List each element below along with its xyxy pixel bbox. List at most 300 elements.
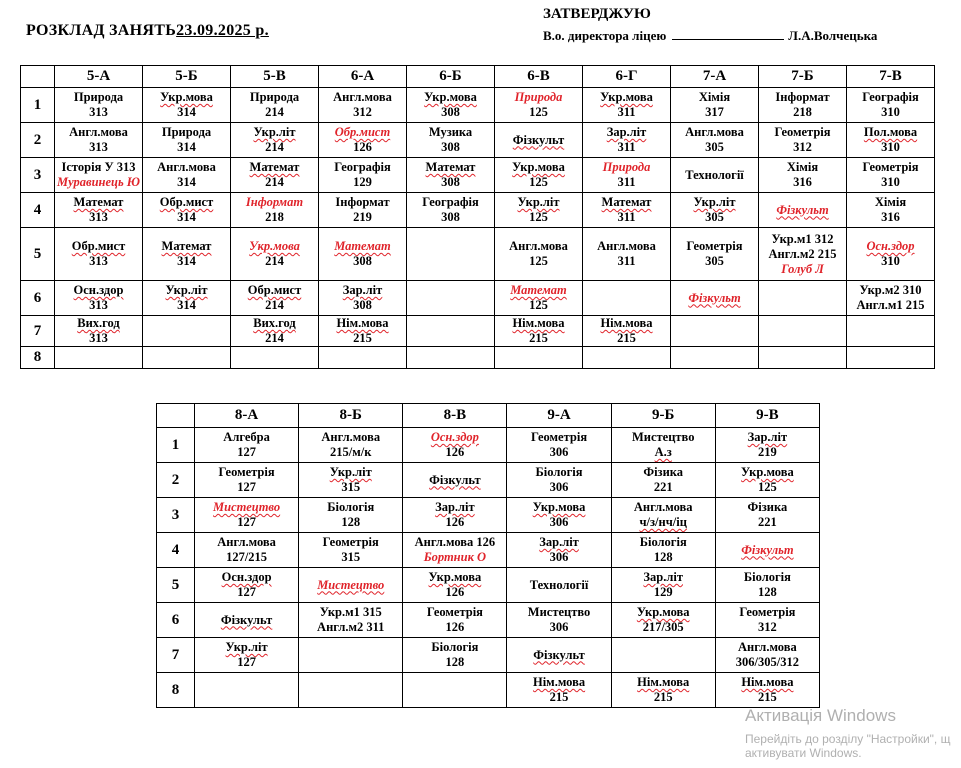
lesson-cell — [55, 316, 143, 347]
lesson-number: 1 — [157, 428, 195, 463]
lesson-cell — [403, 673, 507, 708]
room-text: 221 — [758, 515, 777, 529]
lesson-number: 1 — [21, 88, 55, 123]
room-text: 316 — [881, 210, 900, 224]
lesson-number: 2 — [157, 463, 195, 498]
lesson-row — [21, 193, 935, 228]
room-text: 312 — [793, 140, 812, 154]
lesson-cell — [611, 673, 715, 708]
room-text: 214 — [265, 140, 284, 154]
lesson-row — [21, 281, 935, 316]
room-text: 314 — [177, 254, 196, 268]
room-text: 314 — [177, 210, 196, 224]
lesson-cell — [299, 428, 403, 463]
room-text: 305 — [705, 140, 724, 154]
room-text: А.з — [654, 445, 672, 459]
lesson-cell — [715, 533, 819, 568]
lesson-cell — [715, 673, 819, 708]
lesson-number: 3 — [157, 498, 195, 533]
room-text: 125 — [529, 210, 548, 224]
lesson-row — [157, 533, 820, 568]
lesson-cell — [403, 603, 507, 638]
subject-text: Укр.літ — [253, 125, 296, 139]
room-text: 311 — [617, 105, 636, 119]
subject-text: Англ.мова — [321, 430, 381, 444]
lesson-cell — [195, 673, 299, 708]
room-text: Англ.м2 215 — [768, 246, 837, 261]
room-text: 127 — [237, 655, 256, 669]
lesson-cell — [759, 158, 847, 193]
class-header: 8-А — [195, 404, 299, 428]
lesson-cell — [495, 88, 583, 123]
room-text: 314 — [177, 298, 196, 312]
lesson-number: 4 — [157, 533, 195, 568]
lesson-number: 7 — [157, 638, 195, 673]
lesson-cell — [611, 533, 715, 568]
class-header: 9-А — [507, 404, 611, 428]
lesson-cell — [583, 316, 671, 347]
subject-text: Фізкульт — [688, 290, 741, 305]
lesson-cell — [583, 193, 671, 228]
lesson-number: 5 — [157, 568, 195, 603]
lesson-cell — [671, 123, 759, 158]
room-text: 313 — [89, 210, 108, 224]
room-text: 313 — [89, 331, 108, 345]
room-text: 305 — [705, 210, 724, 224]
room-text: 313 — [89, 105, 108, 119]
subject-text: Укр.м1 312 — [771, 231, 834, 246]
subject-text: Зар.літ — [342, 283, 383, 297]
room-text: 129 — [653, 585, 673, 599]
schedule-date: 23.09.2025 р. — [176, 22, 269, 39]
watermark-line1: Перейдіть до розділу "Настройки", щ — [745, 732, 951, 746]
lesson-cell — [759, 123, 847, 158]
approve-name: Л.А.Волчецька — [788, 28, 878, 43]
lesson-cell — [611, 603, 715, 638]
lesson-row — [21, 88, 935, 123]
lesson-row — [157, 498, 820, 533]
room-text: 306 — [549, 515, 569, 529]
subject-text: Технології — [529, 577, 589, 592]
subject-text: Обр.мист — [71, 239, 126, 253]
room-text: 126 — [445, 620, 465, 634]
room-text: 218 — [265, 210, 284, 224]
room-text: Муравинець Ю — [56, 175, 140, 189]
subject-text: Геометрія — [530, 430, 588, 444]
signature-blank — [672, 29, 784, 40]
lesson-number: 6 — [157, 603, 195, 638]
subject-text: Англ.мова 126 — [414, 535, 496, 549]
subject-text: Природа — [602, 160, 651, 174]
subject-text: Математ — [249, 160, 300, 174]
class-header: 9-В — [715, 404, 819, 428]
room-text: 306 — [549, 620, 569, 634]
room-text: 308 — [353, 298, 372, 312]
room-text: 306 — [549, 550, 569, 564]
subject-text: Мистецтво — [317, 577, 385, 592]
room-text: 310 — [881, 175, 900, 189]
lesson-cell — [407, 123, 495, 158]
lesson-cell — [55, 193, 143, 228]
subject-text: Біологія — [431, 640, 479, 654]
lesson-cell — [195, 533, 299, 568]
subject-text: Укр.мова — [741, 465, 794, 479]
room-text: Англ.м2 311 — [317, 620, 385, 634]
lesson-number: 2 — [21, 123, 55, 158]
lesson-cell — [847, 193, 935, 228]
lesson-row — [21, 347, 935, 369]
lesson-cell — [611, 638, 715, 673]
lesson-cell — [715, 568, 819, 603]
lesson-cell — [583, 228, 671, 281]
lesson-cell — [715, 463, 819, 498]
subject-text: Хімія — [698, 90, 731, 104]
subject-text: Біологія — [327, 500, 375, 514]
lesson-cell — [319, 228, 407, 281]
lesson-cell — [143, 193, 231, 228]
subject-text: Нім.мова — [336, 316, 389, 330]
subject-text: Мистецтво — [527, 605, 591, 619]
lesson-cell — [671, 88, 759, 123]
room-text: 305 — [705, 254, 724, 268]
subject-text: Природа — [161, 125, 212, 139]
lesson-cell — [403, 568, 507, 603]
windows-activation-watermark — [745, 706, 950, 760]
room-text: 214 — [265, 298, 284, 312]
lesson-cell — [55, 347, 143, 369]
lesson-cell — [403, 533, 507, 568]
subject-text: Біологія — [535, 465, 583, 479]
subject-text: Зар.літ — [643, 570, 683, 584]
room-text: Бортник О — [423, 550, 487, 564]
subject-text: Нім.мова — [532, 675, 586, 689]
subject-text: Мистецтво — [213, 500, 281, 514]
lesson-cell — [407, 88, 495, 123]
subject-text: Англ.мова — [509, 239, 568, 253]
room-text: 306/305/312 — [735, 655, 799, 669]
room-text: 127 — [237, 445, 256, 459]
lesson-number: 6 — [21, 281, 55, 316]
subject-text: Нім.мова — [600, 316, 653, 330]
room-text: ч/з/нч/іц — [639, 515, 687, 529]
lesson-cell — [611, 428, 715, 463]
class-header: 5-А — [55, 66, 143, 88]
room-text: 126 — [445, 585, 465, 599]
subject-text: Біологія — [743, 570, 791, 584]
room-text: 310 — [881, 105, 900, 119]
lesson-cell — [231, 123, 319, 158]
class-header: 9-Б — [611, 404, 715, 428]
room-text: 317 — [705, 105, 724, 119]
lesson-cell — [583, 158, 671, 193]
room-text: 214 — [265, 105, 284, 119]
room-text: 128 — [758, 585, 777, 599]
lesson-cell — [55, 158, 143, 193]
lesson-cell — [55, 123, 143, 158]
lesson-cell — [143, 316, 231, 347]
subject-text: Хімія — [786, 160, 819, 174]
lesson-cell — [195, 428, 299, 463]
lesson-number: 8 — [21, 347, 55, 369]
lesson-cell — [715, 603, 819, 638]
lesson-row — [21, 123, 935, 158]
class-header: 6-А — [319, 66, 407, 88]
room-text: 311 — [617, 210, 636, 224]
subject-text: Укр.літ — [329, 465, 372, 479]
subject-text: Вих.год — [253, 316, 296, 330]
lesson-cell — [195, 638, 299, 673]
lesson-cell — [299, 603, 403, 638]
subject-text: Пол.мова — [863, 125, 918, 139]
subject-text: Обр.мист — [159, 195, 214, 209]
room-text: 129 — [353, 175, 372, 189]
lesson-cell — [507, 428, 611, 463]
class-header: 7-Б — [759, 66, 847, 88]
subject-text: Географія — [334, 160, 391, 174]
room-text: 313 — [89, 254, 108, 268]
title-text: РОЗКЛАД ЗАНЯТЬ — [26, 22, 177, 39]
subject-text: Фізкульт — [220, 612, 273, 627]
lesson-cell — [495, 123, 583, 158]
lesson-cell — [507, 638, 611, 673]
subject-text: Фізкульт — [533, 647, 585, 662]
room-text: 215/м/к — [330, 445, 372, 459]
lesson-cell — [231, 347, 319, 369]
room-text: 214 — [265, 175, 284, 189]
lesson-cell — [195, 568, 299, 603]
room-text: 126 — [353, 140, 372, 154]
subject-text: Геометрія — [218, 465, 275, 479]
class-header: 6-В — [495, 66, 583, 88]
corner-cell — [21, 66, 55, 88]
lesson-cell — [583, 347, 671, 369]
room-text: 215 — [653, 690, 673, 704]
lesson-cell — [715, 498, 819, 533]
approve-label: ЗАТВЕРДЖУЮ — [543, 6, 651, 22]
subject-text: Англ.мова — [685, 125, 744, 139]
room-text: 308 — [441, 140, 460, 154]
lesson-cell — [55, 88, 143, 123]
lesson-cell — [715, 638, 819, 673]
subject-text: Математ — [73, 195, 124, 209]
lesson-number: 5 — [21, 228, 55, 281]
header-row — [157, 404, 820, 428]
class-header: 5-В — [231, 66, 319, 88]
class-header: 8-Б — [299, 404, 403, 428]
subject-text: Осн.здор — [430, 430, 479, 444]
subject-text: Природа — [514, 90, 563, 104]
lesson-cell — [299, 673, 403, 708]
subject-text: Англ.мова — [333, 90, 392, 104]
subject-text: Укр.мова — [160, 90, 213, 104]
lesson-cell — [319, 316, 407, 347]
lesson-cell — [407, 316, 495, 347]
lesson-cell — [847, 123, 935, 158]
subject-text: Укр.літ — [693, 195, 736, 209]
room-text: 125 — [529, 175, 548, 189]
room-text: 311 — [617, 175, 636, 189]
watermark-title: Активація Windows — [745, 706, 896, 725]
lesson-cell — [195, 463, 299, 498]
subject-text: Укр.мова — [600, 90, 653, 104]
room-text: 312 — [353, 105, 372, 119]
lesson-cell — [299, 568, 403, 603]
lesson-cell — [759, 316, 847, 347]
lesson-row — [157, 603, 820, 638]
subject-text: Геометрія — [862, 160, 919, 174]
subject-text: Історія У 313 — [61, 160, 136, 174]
subject-text: Математ — [510, 283, 567, 297]
subject-text: Музика — [428, 125, 473, 139]
lesson-cell — [195, 603, 299, 638]
room-text: 128 — [341, 515, 361, 529]
lesson-cell — [231, 281, 319, 316]
subject-text: Мистецтво — [631, 430, 695, 444]
subject-text: Геометрія — [774, 125, 831, 139]
subject-text: Англ.мова — [738, 640, 797, 654]
room-text: 311 — [617, 254, 636, 268]
lesson-cell — [495, 316, 583, 347]
room-text: 128 — [445, 655, 465, 669]
lesson-row — [21, 316, 935, 347]
lesson-cell — [507, 533, 611, 568]
lesson-cell — [759, 281, 847, 316]
lesson-row — [157, 568, 820, 603]
lesson-cell — [671, 281, 759, 316]
class-header: 5-Б — [143, 66, 231, 88]
room-text: 219 — [758, 445, 777, 459]
lesson-cell — [507, 463, 611, 498]
lesson-number: 8 — [157, 673, 195, 708]
lesson-cell — [299, 638, 403, 673]
room-text: 314 — [177, 140, 196, 154]
approve-signature-line — [543, 28, 877, 44]
subject-text: Нім.мова — [512, 316, 565, 330]
lesson-cell — [583, 123, 671, 158]
subject-text: Укр.літ — [165, 283, 208, 297]
lesson-row — [157, 638, 820, 673]
lesson-row — [21, 228, 935, 281]
lesson-cell — [143, 281, 231, 316]
room-text: 306 — [549, 445, 569, 459]
subject-text: Осн.здор — [866, 239, 915, 253]
subject-text: Англ.мова — [633, 500, 693, 514]
subject-text: Осн.здор — [221, 570, 272, 584]
lesson-cell — [847, 88, 935, 123]
lesson-cell — [231, 228, 319, 281]
subject-text: Укр.м2 310 — [859, 283, 922, 297]
subject-text: Фізкульт — [776, 202, 829, 217]
lesson-cell — [847, 158, 935, 193]
corner-cell — [157, 404, 195, 428]
room-text: 215 — [617, 331, 636, 345]
lesson-row — [157, 463, 820, 498]
subject-text: Геометрія — [739, 605, 796, 619]
subject-text: Англ.мова — [69, 125, 128, 139]
header-row — [21, 66, 935, 88]
room-text: 125 — [529, 105, 548, 119]
lesson-cell — [231, 88, 319, 123]
lesson-cell — [671, 228, 759, 281]
room-text: 306 — [549, 480, 569, 494]
subject-text: Укр.мова — [636, 605, 690, 619]
lesson-cell — [403, 463, 507, 498]
lesson-cell — [495, 158, 583, 193]
subject-text: Природа — [249, 90, 300, 104]
lesson-cell — [299, 463, 403, 498]
lesson-row — [157, 673, 820, 708]
lesson-cell — [319, 347, 407, 369]
lesson-cell — [231, 316, 319, 347]
subject-text: Нім.мова — [637, 675, 690, 689]
room-text: 125 — [758, 480, 777, 494]
class-header: 7-В — [847, 66, 935, 88]
lesson-cell — [507, 673, 611, 708]
subject-text: Зар.літ — [606, 125, 647, 139]
room-text: 313 — [89, 298, 108, 312]
schedule-table-grades-5-7 — [20, 65, 935, 369]
subject-text: Географія — [422, 195, 479, 209]
subject-text: Укр.мова — [424, 90, 477, 104]
room-text: 310 — [881, 254, 900, 268]
lesson-cell — [495, 193, 583, 228]
subject-text: Вих.год — [77, 316, 120, 330]
lesson-cell — [583, 88, 671, 123]
lesson-cell — [407, 281, 495, 316]
room-text: 315 — [341, 480, 361, 494]
subject-text: Укр.м1 315 — [319, 605, 382, 619]
room-text: 125 — [529, 254, 548, 268]
lesson-cell — [671, 347, 759, 369]
subject-text: Укр.літ — [517, 195, 560, 209]
room-text: 315 — [341, 550, 361, 564]
class-header: 6-Б — [407, 66, 495, 88]
subject-text: Математ — [161, 239, 212, 253]
lesson-cell — [611, 568, 715, 603]
lesson-cell — [507, 568, 611, 603]
room-text: 127/215 — [226, 550, 268, 564]
lesson-cell — [143, 228, 231, 281]
subject-text: Інформат — [335, 195, 390, 209]
subject-text: Геометрія — [426, 605, 483, 619]
room-text: 214 — [265, 254, 284, 268]
lesson-number: 4 — [21, 193, 55, 228]
lesson-cell — [55, 281, 143, 316]
lesson-cell — [611, 498, 715, 533]
lesson-cell — [143, 123, 231, 158]
lesson-cell — [847, 281, 935, 316]
subject-text: Фізкульт — [512, 132, 565, 147]
lesson-cell — [143, 88, 231, 123]
lesson-cell — [759, 88, 847, 123]
lesson-cell — [583, 281, 671, 316]
room-text: Голуб Л — [781, 261, 824, 276]
room-text: 313 — [89, 140, 108, 154]
room-text: 308 — [441, 210, 460, 224]
room-text: 127 — [237, 515, 256, 529]
subject-text: Фізика — [643, 465, 684, 479]
room-text: 314 — [177, 175, 196, 189]
lesson-cell — [319, 193, 407, 228]
subject-text: Зар.літ — [539, 535, 579, 549]
lesson-cell — [611, 463, 715, 498]
room-text: 215 — [549, 690, 569, 704]
subject-text: Географія — [862, 90, 919, 104]
room-text: 217/305 — [642, 620, 684, 634]
room-text: 308 — [441, 105, 460, 119]
subject-text: Біологія — [639, 535, 687, 549]
subject-text: Математ — [425, 160, 476, 174]
